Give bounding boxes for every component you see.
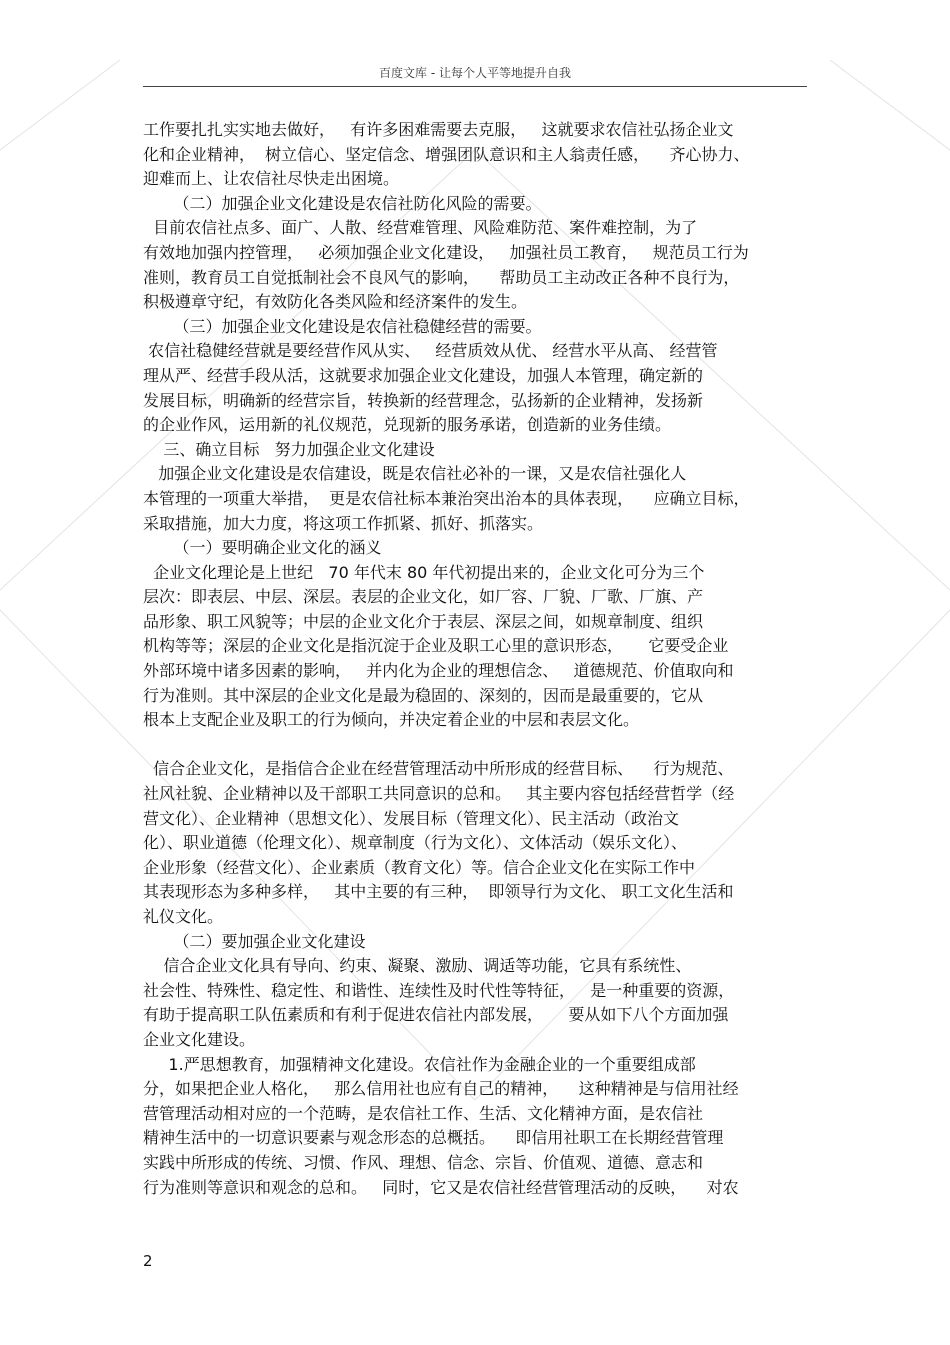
text-line: 精神生活中的一切意识要素与观念形态的总概括。 即信用社职工在长期经营管理: [143, 1128, 724, 1148]
text-line: 积极遵章守纪，有效防化各类风险和经济案件的发生。: [143, 292, 528, 312]
text-line: 根本上支配企业及职工的行为倾向，并决定着企业的中层和表层文化。: [143, 710, 640, 730]
text-line: 化和企业精神， 树立信心、坚定信念、增强团队意识和主人翁责任感， 齐心协力、: [143, 144, 750, 164]
text-line: 礼仪文化。: [143, 907, 224, 926]
text-line: 农信社稳健经营就是要经营作风从实、 经营质效从优、 经营水平从高、 经营管: [143, 341, 718, 361]
text-line: 信合企业文化具有导向、约束、凝聚、激励、调适等功能，它具有系统性、: [143, 956, 692, 976]
text-line: 有助于提高职工队伍素质和有利于促进农信社内部发展， 要从如下八个方面加强: [143, 1005, 729, 1025]
text-line: 机构等等；深层的企业文化是指沉淀于企业及职工心里的意识形态， 它要受企业: [143, 636, 729, 656]
text-line: 化）、职业道德（伦理文化）、规章制度（行为文化）、文体活动（娱乐文化）、: [143, 833, 688, 853]
text-line: 企业文化理论是上世纪 70 年代末 80 年代初提出来的，企业文化可分为三个: [143, 562, 705, 582]
text-line: 信合企业文化，是指信合企业在经营管理活动中所形成的经营目标、 行为规范、: [143, 759, 734, 779]
text-line: 营文化）、企业精神（思想文化）、发展目标（管理文化）、民主活动（政治文: [143, 808, 680, 828]
blank-line: [143, 733, 807, 758]
text-line: 本管理的一项重大举措， 更是农信社标本兼治突出治本的具体表现， 应确立目标，: [143, 488, 750, 508]
text-line: 行为准则等意识和观念的总和。 同时，它又是农信社经营管理活动的反映， 对农: [143, 1177, 739, 1197]
text-line: 迎难而上、让农信社尽快走出困境。: [143, 169, 400, 189]
text-line: 企业形象（经营文化）、企业素质（教育文化）等。信合企业文化在实际工作中: [143, 857, 696, 877]
text-line: 社风社貌、企业精神以及干部职工共同意识的总和。 其主要内容包括经营哲学（经: [143, 784, 735, 804]
text-line: 理从严、经营手段从活，这就要求加强企业文化建设，加强人本管理，确定新的: [143, 365, 704, 385]
page-number: 2: [143, 1252, 153, 1270]
text-line: 行为准则。其中深层的企业文化是最为稳固的、深刻的，因而是最重要的，它从: [143, 685, 704, 705]
text-line: 营管理活动相对应的一个范畴，是农信社工作、生活、文化精神方面，是农信社: [143, 1103, 704, 1123]
text-line: 分，如果把企业人格化， 那么信用社也应有自己的精神， 这种精神是与信用社经: [143, 1079, 739, 1099]
text-line: （二）加强企业文化建设是农信社防化风险的需要。: [143, 193, 542, 213]
text-line: 的企业作风，运用新的礼仪规范，兑现新的服务承诺，创造新的业务佳绩。: [143, 415, 672, 435]
text-line: 企业文化建设。: [143, 1029, 256, 1049]
text-line: （三）加强企业文化建设是农信社稳健经营的需要。: [143, 316, 542, 336]
text-line: 目前农信社点多、面广、人散、经营难管理、风险难防范、案件难控制，为了: [143, 218, 698, 238]
text-line: 外部环境中诸多因素的影响， 并内化为企业的理想信念、 道德规范、价值取向和: [143, 661, 734, 681]
text-line: 采取措施，加大力度，将这项工作抓紧、抓好、抓落实。: [143, 513, 544, 533]
text-line: 有效地加强内控管理， 必须加强企业文化建设， 加强社员工教育， 规范员工行为: [143, 242, 749, 262]
text-line: 准则，教育员工自觉抵制社会不良风气的影响， 帮助员工主动改正各种不良行为，: [143, 267, 740, 287]
text-line: 加强企业文化建设是农信建设，既是农信社必补的一课，又是农信社强化人: [143, 464, 687, 484]
page-header: 百度文库 - 让每个人平等地提升自我: [143, 64, 807, 87]
text-line: 发展目标，明确新的经营宗旨，转换新的经营理念，弘扬新的企业精神，发扬新: [143, 390, 704, 410]
text-line: 实践中所形成的传统、习惯、作风、理想、信念、宗旨、价值观、道德、意志和: [143, 1152, 704, 1172]
text-line: （二）要加强企业文化建设: [143, 931, 366, 951]
text-line: 层次：即表层、中层、深层。表层的企业文化，如厂容、厂貌、厂歌、厂旗、产: [143, 587, 704, 607]
text-line: 工作要扎扎实实地去做好， 有许多困难需要去克服， 这就要求农信社弘扬企业文: [143, 120, 734, 139]
text-line: 其表现形态为多种多样， 其中主要的有三种， 即领导行为文化、 职工文化生活和: [143, 882, 734, 902]
text-line: 三、确立目标 努力加强企业文化建设: [143, 439, 435, 459]
document-body: [143, 118, 807, 1200]
text-line: 品形象、职工风貌等；中层的企业文化介于表层、深层之间，如规章制度、组织: [143, 611, 704, 631]
text-line: 社会性、特殊性、稳定性、和谐性、连续性及时代性等特征， 是一种重要的资源，: [143, 980, 735, 1000]
text-line: （一）要明确企业文化的涵义: [143, 538, 382, 558]
text-line: 1.严思想教育，加强精神文化建设。农信社作为金融企业的一个重要组成部: [143, 1054, 696, 1074]
